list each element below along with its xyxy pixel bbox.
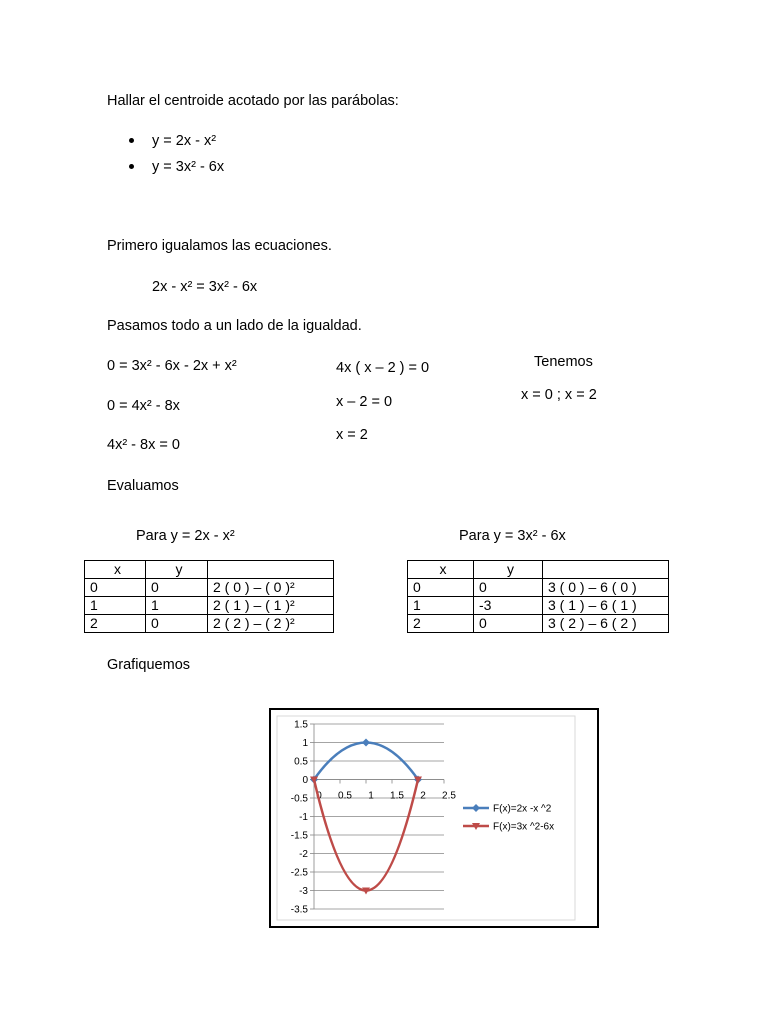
x-tick-label: 2 xyxy=(420,790,426,802)
legend-label: F(x)=3x ^2-6x xyxy=(493,821,555,833)
cell-calc: 2 ( 1 ) – ( 1 )² xyxy=(208,597,334,615)
cell-x: 2 xyxy=(85,615,146,633)
cell-calc: 2 ( 2 ) – ( 2 )² xyxy=(208,615,334,633)
x-tick-label: 1 xyxy=(368,790,374,802)
y-tick-label: -0.5 xyxy=(290,793,308,805)
table-header-row xyxy=(408,561,669,579)
y-tick-label: -1.5 xyxy=(290,830,308,842)
table-row xyxy=(408,597,669,615)
cell-x: 0 xyxy=(408,579,474,597)
y-tick-label: 0 xyxy=(302,775,308,786)
data-point xyxy=(362,739,370,747)
step-equate: Primero igualamos las ecuaciones. xyxy=(107,238,332,254)
equated-equation: 2x - x² = 3x² - 6x xyxy=(152,279,258,295)
table-row xyxy=(408,615,669,633)
y-tick-label: -3 xyxy=(299,886,308,897)
chart-area-border xyxy=(277,716,575,920)
table2-title: Para y = 3x² - 6x xyxy=(459,528,566,544)
cell-y: -3 xyxy=(474,597,543,615)
x-tick-label: 2.5 xyxy=(442,790,456,802)
y-tick-label: 1 xyxy=(302,738,308,749)
result-roots: x = 0 ; x = 2 xyxy=(521,387,597,403)
header-calc xyxy=(208,561,334,579)
y-tick-label: -2 xyxy=(299,849,308,860)
bullet-icon xyxy=(129,164,134,169)
header-y: y xyxy=(146,561,208,579)
header-calc xyxy=(543,561,669,579)
x-tick-label: 0.5 xyxy=(338,790,352,802)
derivation-line: 0 = 3x² - 6x - 2x + x² xyxy=(107,358,237,374)
cell-y: 0 xyxy=(146,579,208,597)
cell-y: 0 xyxy=(474,615,543,633)
graph-heading: Grafiquemos xyxy=(107,657,191,673)
table1-title: Para y = 2x - x² xyxy=(136,528,235,544)
factoring-line: x – 2 = 0 xyxy=(336,394,393,410)
cell-x: 1 xyxy=(408,597,474,615)
chart-container xyxy=(269,708,599,928)
y-tick-label: 0.5 xyxy=(294,756,308,768)
cell-calc: 3 ( 1 ) – 6 ( 1 ) xyxy=(543,597,669,615)
derivation-line: 0 = 4x² - 8x xyxy=(107,398,180,414)
cell-x: 2 xyxy=(408,615,474,633)
values-table-1 xyxy=(84,560,334,633)
cell-x: 1 xyxy=(85,597,146,615)
y-tick-label: -2.5 xyxy=(290,867,308,879)
table-row xyxy=(408,579,669,597)
cell-x: 0 xyxy=(85,579,146,597)
header-y: y xyxy=(474,561,543,579)
factoring-line: x = 2 xyxy=(336,427,368,443)
cell-y: 1 xyxy=(146,597,208,615)
header-x: x xyxy=(408,561,474,579)
header-x: x xyxy=(85,561,146,579)
table-header-row xyxy=(85,561,334,579)
result-label: Tenemos xyxy=(534,354,593,370)
cell-calc: 2 ( 0 ) – ( 0 )² xyxy=(208,579,334,597)
legend-label: F(x)=2x -x ^2 xyxy=(493,803,552,815)
y-tick-label: -3.5 xyxy=(290,904,308,916)
table-row xyxy=(85,579,334,597)
step-rearrange: Pasamos todo a un lado de la igualdad. xyxy=(107,318,362,334)
derivation-line: 4x² - 8x = 0 xyxy=(107,437,180,453)
y-tick-label: -1 xyxy=(299,812,308,823)
evaluate-heading: Evaluamos xyxy=(107,478,179,494)
values-table-2 xyxy=(407,560,669,633)
parabolas-chart xyxy=(271,710,597,926)
legend-marker xyxy=(472,804,480,812)
problem-statement: Hallar el centroide acotado por las parábolas: xyxy=(107,93,399,109)
parabola-1: y = 2x - x² xyxy=(152,133,217,149)
x-tick-label: 1.5 xyxy=(390,790,404,802)
cell-y: 0 xyxy=(474,579,543,597)
x-tick-label: 0 xyxy=(316,790,322,802)
table-row xyxy=(85,597,334,615)
factoring-line: 4x ( x – 2 ) = 0 xyxy=(336,360,430,376)
y-tick-label: 1.5 xyxy=(294,719,308,731)
table-row xyxy=(85,615,334,633)
cell-y: 0 xyxy=(146,615,208,633)
parabola-2: y = 3x² - 6x xyxy=(152,159,225,175)
cell-calc: 3 ( 0 ) – 6 ( 0 ) xyxy=(543,579,669,597)
cell-calc: 3 ( 2 ) – 6 ( 2 ) xyxy=(543,615,669,633)
bullet-icon xyxy=(129,138,134,143)
